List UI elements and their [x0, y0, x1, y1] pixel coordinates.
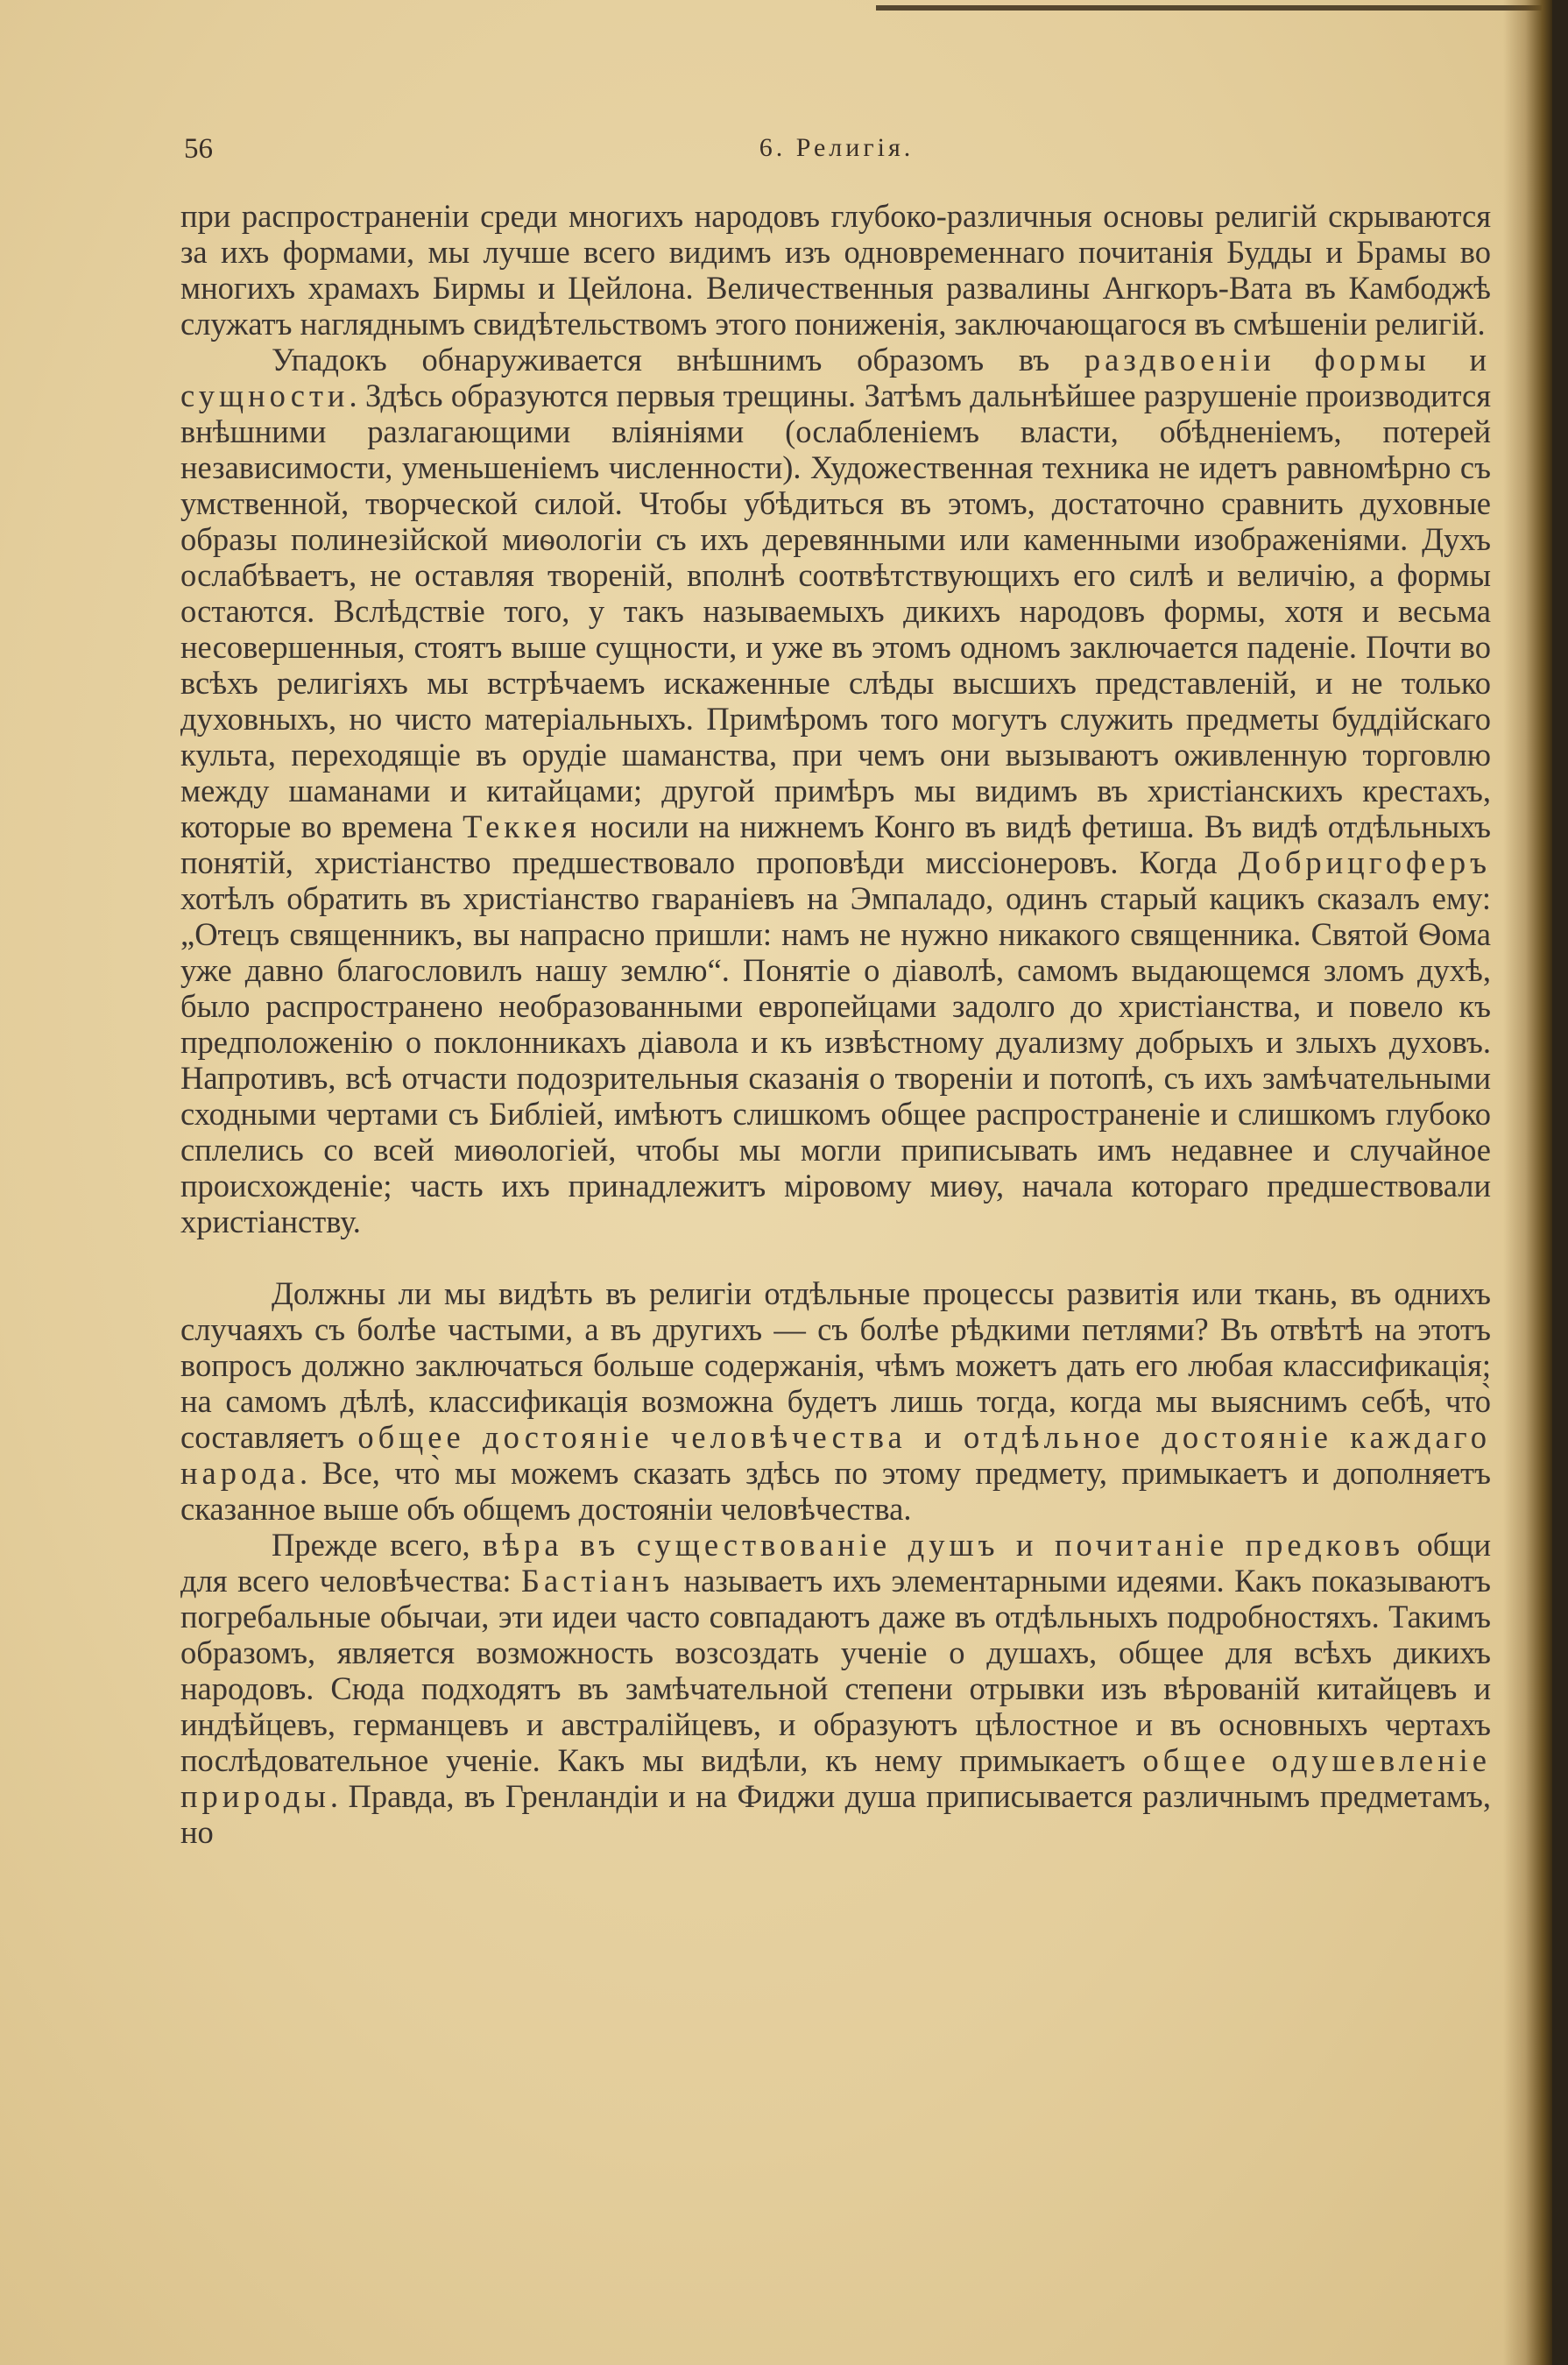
- paragraph-gap: [180, 1239, 1491, 1275]
- body-text: [180, 198, 1491, 1850]
- spaced-emphasis: раздвоеніи формы и сущности: [180, 342, 1491, 413]
- page-number: 56: [184, 133, 213, 165]
- spaced-emphasis: общее достояніе человѣчества и отдѣльное достояніе каждаго народа: [180, 1419, 1491, 1491]
- paragraph-text: . Правда, въ Гренландіи и на Фиджи душа приписывается различнымъ предметамъ, но: [180, 1778, 1491, 1850]
- paragraph-text: Прежде всего,: [272, 1527, 484, 1563]
- spaced-emphasis: вѣра въ существованіе душъ и почитаніе предковъ: [483, 1527, 1405, 1563]
- paragraph-text: хотѣлъ обратить въ христіанство гваранiевъ на Эмпаладо, одинъ старый кацикъ сказалъ ему: „Отецъ священникъ, вы напрасно пришли: намъ не нужно никакого священника. Святой Ѳома уже давно благословилъ нашу землю“. Понятіе о діаволѣ, самомъ выдающемся зломъ духѣ, было распространено необразованными европейцами задолго до христіанства, и повело къ предположенію о поклонникахъ діавола и къ извѣстному дуализму добрыхъ и злыхъ духовъ. Напротивъ, всѣ отчасти подозрительныя сказанія о твореніи и потопѣ, съ ихъ замѣчательными сходными чертами съ Библіей, имѣютъ слишкомъ общее распространеніе и слишкомъ глубоко сплелись со всей миѳологіей, чтобы мы могли приписывать имъ недавнее и случайное происхожденіе; часть ихъ принадлежитъ міровому миѳу, начала котораго предшествовали христіанству.: [180, 880, 1491, 1239]
- paragraph-text: носили на нижнемъ Конго въ видѣ фетиша. Въ видѣ отдѣльныхъ понятій, христіанство предшествовало проповѣди миссіонеровъ. Когда: [180, 808, 1492, 880]
- spaced-emphasis: Бастіанъ: [521, 1563, 675, 1599]
- paragraph-text: общи для всего человѣчества:: [180, 1527, 1491, 1599]
- paragraph-p2: [180, 342, 1491, 1239]
- paragraph-text: . Здѣсь образуются первыя трещины. Затѣмъ дальнѣйшее разрушеніе производится внѣшними разлагающими вліяніями (ослабленіемъ власти, обѣдненіемъ, потерей независимости, уменьшеніемъ численности). Художественная техника не идетъ равномѣрно съ умственной, творческой силой. Чтобы убѣдиться въ этомъ, достаточно сравнить духовные образы полинезійской миѳологіи съ ихъ деревянными или каменными изображеніями. Духъ ослабѣваетъ, не оставляя твореній, вполнѣ соотвѣтствующихъ его силѣ и величію, а формы остаются. Вслѣдствіе того, у такъ называемыхъ дикихъ народовъ формы, хотя и весьма несовершенныя, стоятъ выше сущности, и уже въ этомъ одномъ заключается паденіе. Почти во всѣхъ религіяхъ мы встрѣчаемъ искаженные слѣды высшихъ представленій, и не только духовныхъ, но чисто матеріальныхъ. Примѣромъ того могутъ служить предметы буддійскаго культа, переходящіе въ орудіе шаманства, при чемъ они вызываютъ оживленную торговлю между шаманами и китайцами; другой примѣръ мы видимъ въ христіанскихъ крестахъ, которые во времена: [180, 378, 1491, 844]
- paragraph-text: Должны ли мы видѣть въ религіи отдѣльные процессы развитія или ткань, въ однихъ случаяхъ съ болѣе частыми, а въ другихъ — съ болѣе рѣдкими петлями? Въ отвѣтѣ на этотъ вопросъ должно заключаться больше содержанія, чѣмъ можетъ дать его любая классификація; на самомъ дѣлѣ, классификація возможна будетъ лишь тогда, когда мы выяснимъ себѣ, что̀ составляетъ: [180, 1275, 1491, 1455]
- paragraph-text: называетъ ихъ элементарными идеями. Какъ показываютъ погребальные обычаи, эти идеи часто совпадаютъ даже въ отдѣльныхъ подробностяхъ. Такимъ образомъ, является возможность возсоздать ученіе о душахъ, общее для всѣхъ дикихъ народовъ. Сюда подходятъ въ замѣчательной степени отрывки изъ вѣрованій китайцевъ и индѣйцевъ, германцевъ и австралійцевъ, и образуютъ цѣлостное и въ основныхъ чертахъ послѣдовательное ученіе. Какъ мы видѣли, къ нему примыкаетъ: [180, 1563, 1491, 1778]
- paragraph-p4: [180, 1527, 1491, 1850]
- paragraph-text: Упадокъ обнаруживается внѣшнимъ образомъ въ: [272, 342, 1084, 378]
- paragraph-text: при распространеніи среди многихъ народовъ глубоко-различныя основы религій скрываются за ихъ формами, мы лучше всего видимъ изъ одновременнаго почитанія Будды и Брамы во многихъ храмахъ Бирмы и Цейлона. Величественныя развалины Ангкоръ-Вата въ Камбоджѣ служатъ нагляднымъ свидѣтельствомъ этого пониженія, заключающагося въ смѣшеніи религій.: [180, 198, 1491, 342]
- spaced-emphasis: Добрицгоферъ: [1238, 844, 1491, 880]
- scan-top-edge-line: [876, 5, 1542, 11]
- paragraph-text: . Все, что̀ мы можемъ сказать здѣсь по этому предмету, примыкаетъ и дополняетъ сказанное выше объ общемъ достояніи человѣчества.: [180, 1455, 1491, 1527]
- running-head: 6. Религія.: [759, 133, 915, 162]
- paragraph-p3: [180, 1275, 1491, 1527]
- spaced-emphasis: Теккея: [463, 808, 581, 844]
- spaced-emphasis: общее одушевленіе природы: [180, 1742, 1491, 1814]
- paragraph-p1: [180, 198, 1491, 342]
- book-spine-edge: [1503, 0, 1552, 2365]
- page-header: [184, 133, 1489, 172]
